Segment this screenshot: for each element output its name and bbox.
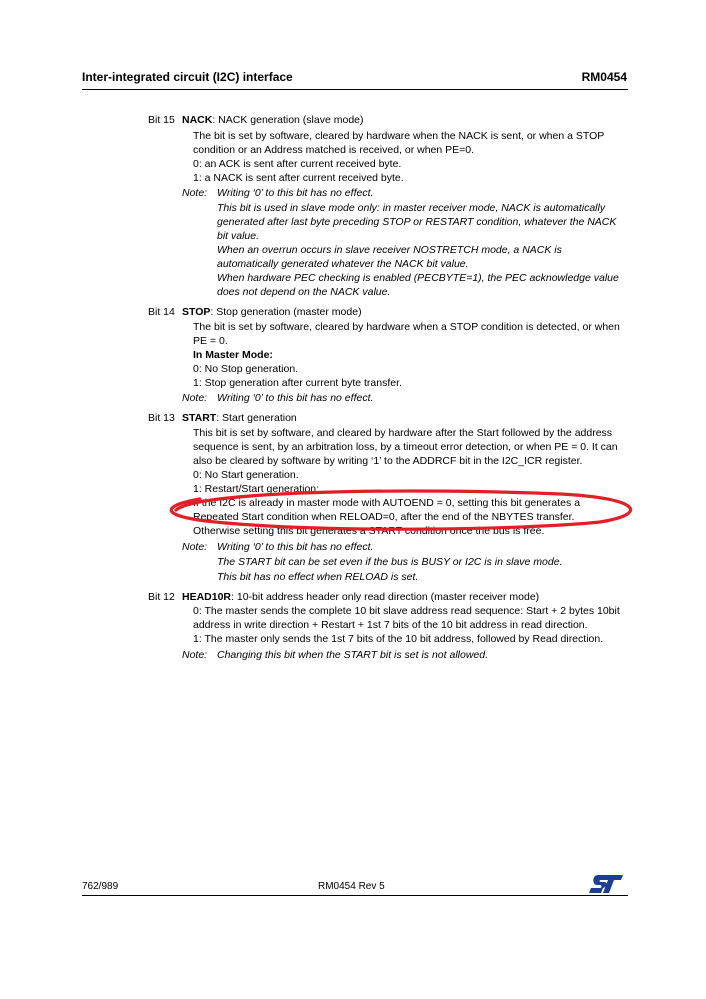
- bit13-note: Writing ‘0’ to this bit has no effect.: [217, 541, 374, 553]
- bit15-note-label: Note:: [182, 187, 208, 199]
- bit14-line: 0: No Stop generation.: [193, 363, 299, 375]
- bit14-title: : Stop generation (master mode): [210, 306, 362, 318]
- bit12-title: : 10-bit address header only read direction (master receiver mode): [231, 591, 540, 603]
- bit13-name: START: [182, 412, 217, 424]
- bit15-note: bit value.: [217, 230, 260, 242]
- bit14-note: Writing ‘0’ to this bit has no effect.: [217, 392, 374, 404]
- bit14-label: Bit 14: [148, 306, 175, 318]
- footer-rule: [82, 895, 628, 896]
- bit15-line: condition or an Address matched is received, or when PE=0.: [193, 144, 475, 156]
- bit13-note: This bit has no effect when RELOAD is set.: [217, 571, 419, 583]
- bit14-heading: [182, 305, 362, 319]
- bit14-subheading: In Master Mode:: [193, 349, 273, 361]
- bit13-line: This bit is set by software, and cleared by hardware after the Start followed by the address: [193, 427, 613, 439]
- bit12-line: 1: The master only sends the 1st 7 bits of the 10 bit address, followed by Read direction.: [193, 633, 604, 645]
- bit12-note-label: Note:: [182, 649, 208, 661]
- bit13-line: Otherwise setting this bit generates a START condition once the bus is free.: [193, 525, 545, 537]
- bit15-title: : NACK generation (slave mode): [212, 114, 364, 126]
- bit12-line: address in write direction + Restart + 1st 7 bits of the 10 bit address in read direction.: [193, 619, 588, 631]
- bit15-line: 0: an ACK is sent after current received byte.: [193, 158, 402, 170]
- bit12-label: Bit 12: [148, 591, 175, 603]
- bit13-line: If the I2C is already in master mode with AUTOEND = 0, setting this bit generates a: [193, 497, 581, 509]
- bit13-line: 0: No Start generation.: [193, 469, 299, 481]
- st-logo-shape: [589, 875, 623, 893]
- bit15-note: This bit is used in slave mode only: in master receiver mode, NACK is automatically: [217, 202, 606, 214]
- footer-page-number: 762/989: [82, 881, 119, 892]
- bit15-note: generated after last byte preceding STOP or RESTART condition, whatever the NACK: [217, 216, 617, 228]
- bit15-label: Bit 15: [148, 114, 175, 126]
- bit15-note: When an overrun occurs in slave receiver NOSTRETCH mode, a NACK is: [217, 244, 562, 256]
- bit13-note: The START bit can be set even if the bus is BUSY or I2C is in slave mode.: [217, 556, 563, 568]
- bit13-title: : Start generation: [216, 412, 297, 424]
- header-title: Inter-integrated circuit (I2C) interface: [82, 70, 293, 84]
- bit12-heading: [182, 590, 539, 604]
- bit13-note-label: Note:: [182, 541, 208, 553]
- bit13-line: also be cleared by software by writing ‘1’ to the ADDRCF bit in the I2C_ICR register.: [193, 455, 583, 467]
- bit13-line: sequence is sent, by an arbitration loss, by a timeout error detection, or when PE = 0. It can: [193, 441, 618, 453]
- bit14-line: The bit is set by software, cleared by hardware when a STOP condition is detected, or when: [193, 321, 620, 333]
- header-rule: [82, 89, 628, 90]
- st-logo-icon: [588, 874, 624, 894]
- bit14-name: STOP: [182, 306, 211, 318]
- bit14-line: PE = 0.: [193, 335, 228, 347]
- bit13-label: Bit 13: [148, 412, 175, 424]
- bit12-note: Changing this bit when the START bit is set is not allowed.: [217, 649, 489, 661]
- bit14-line: 1: Stop generation after current byte transfer.: [193, 377, 402, 389]
- bit15-note: automatically generated whatever the NACK bit value.: [217, 258, 469, 270]
- header-docref: RM0454: [581, 70, 627, 84]
- bit15-line: The bit is set by software, cleared by hardware when the NACK is sent, or when a STOP: [193, 130, 605, 142]
- bit13-line: 1: Restart/Start generation:: [193, 483, 320, 495]
- bit15-name: NACK: [182, 114, 213, 126]
- bit15-note: When hardware PEC checking is enabled (PECBYTE=1), the PEC acknowledge value: [217, 272, 619, 284]
- bit13-line: Repeated Start condition when RELOAD=0, after the end of the NBYTES transfer.: [193, 511, 575, 523]
- bit15-heading: [182, 113, 364, 127]
- footer-doc-revision: RM0454 Rev 5: [318, 881, 385, 892]
- bit12-name: HEAD10R: [182, 591, 232, 603]
- bit15-note: Writing ‘0’ to this bit has no effect.: [217, 187, 374, 199]
- bit15-line: 1: a NACK is sent after current received byte.: [193, 172, 404, 184]
- bit12-line: 0: The master sends the complete 10 bit slave address read sequence: Start + 2 bytes 10bit: [193, 605, 620, 617]
- bit15-note: does not depend on the NACK value.: [217, 286, 391, 298]
- bit13-heading: [182, 411, 297, 425]
- bit14-note-label: Note:: [182, 392, 208, 404]
